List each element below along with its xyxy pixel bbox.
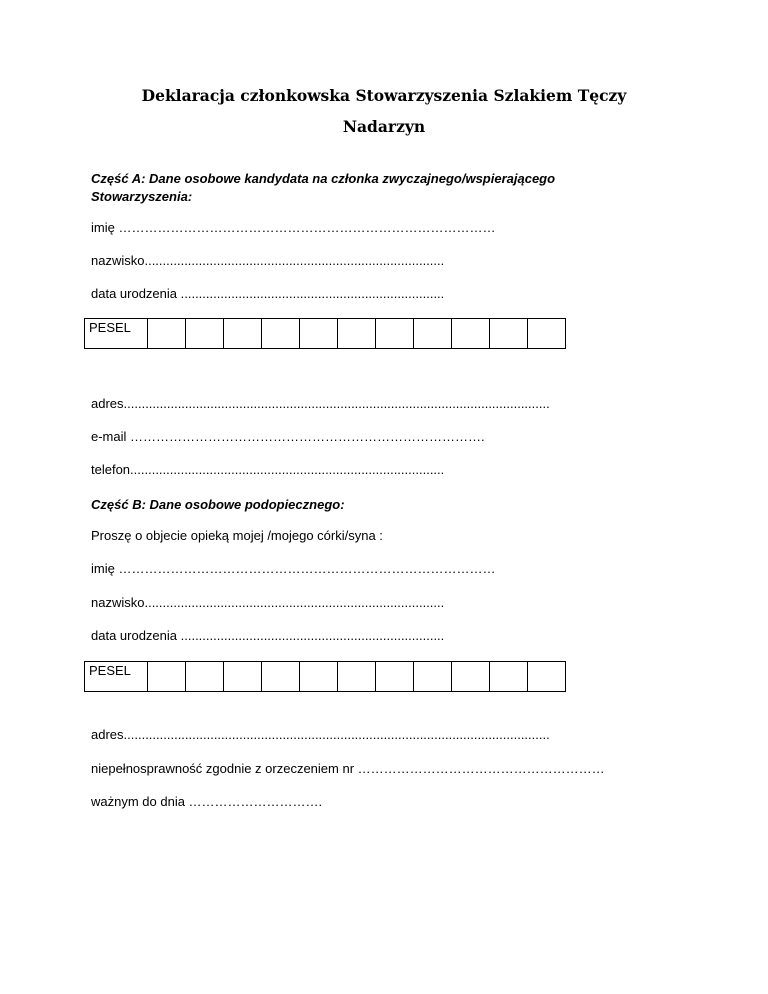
a-address-field[interactable]: adres...................................................................................................................... [91, 396, 550, 411]
a-pesel-digit-9[interactable] [452, 319, 490, 349]
b-pesel-digit-8[interactable] [414, 662, 452, 692]
b-last-name-field[interactable]: nazwisko................................................................................... [91, 595, 445, 610]
a-pesel-digit-4[interactable] [262, 319, 300, 349]
b-pesel-digit-7[interactable] [376, 662, 414, 692]
a-pesel-grid [84, 318, 566, 349]
a-pesel-digit-2[interactable] [186, 319, 224, 349]
b-birth-date-field[interactable]: data urodzenia ......................................................................... [91, 628, 445, 643]
document-subtitle: Nadarzyn [342, 117, 426, 136]
a-pesel-digit-7[interactable] [376, 319, 414, 349]
document-title: Deklaracja członkowska Stowarzyszenia Szlakiem Tęczy [141, 86, 627, 105]
b-pesel-digit-11[interactable] [528, 662, 566, 692]
a-first-name-field[interactable]: imię …………………………………………………………………………… [91, 220, 496, 235]
a-pesel-digit-1[interactable] [148, 319, 186, 349]
b-pesel-digit-1[interactable] [148, 662, 186, 692]
b-pesel-digit-3[interactable] [224, 662, 262, 692]
b-pesel-label: PESEL [85, 662, 148, 692]
b-request-text: Proszę o objecie opieką mojej /mojego córki/syna : [91, 528, 383, 543]
part-b-heading: Część B: Dane osobowe podopiecznego: [91, 497, 345, 512]
b-pesel-digit-2[interactable] [186, 662, 224, 692]
b-first-name-field[interactable]: imię …………………………………………………………………………… [91, 561, 496, 576]
part-a-heading [91, 170, 555, 206]
b-pesel-digit-4[interactable] [262, 662, 300, 692]
a-last-name-field[interactable]: nazwisko................................................................................... [91, 253, 445, 268]
a-pesel-digit-11[interactable] [528, 319, 566, 349]
a-pesel-digit-10[interactable] [490, 319, 528, 349]
b-pesel-grid [84, 661, 566, 692]
b-pesel-digit-5[interactable] [300, 662, 338, 692]
a-pesel-digit-6[interactable] [338, 319, 376, 349]
part-a-heading-line2: Stowarzyszenia: [91, 189, 193, 204]
b-address-field[interactable]: adres...................................................................................................................... [91, 727, 550, 742]
a-pesel-digit-8[interactable] [414, 319, 452, 349]
b-disability-field[interactable]: niepełnosprawność zgodnie z orzeczeniem nr ………………………………………………… [91, 761, 605, 776]
part-a-heading-line1: Część A: Dane osobowe kandydata na członka zwyczajnego/wspierającego [91, 171, 556, 186]
b-pesel-digit-10[interactable] [490, 662, 528, 692]
a-phone-field[interactable]: telefon....................................................................................... [91, 462, 445, 477]
a-pesel-digit-5[interactable] [300, 319, 338, 349]
b-pesel-digit-6[interactable] [338, 662, 376, 692]
a-birth-date-field[interactable]: data urodzenia ......................................................................... [91, 286, 445, 301]
b-pesel-digit-9[interactable] [452, 662, 490, 692]
a-email-field[interactable]: e-mail ………………………………………………………………………. [91, 429, 485, 444]
a-pesel-digit-3[interactable] [224, 319, 262, 349]
a-pesel-label: PESEL [85, 319, 148, 349]
b-valid-until-field[interactable]: ważnym do dnia …………………………. [91, 794, 323, 809]
